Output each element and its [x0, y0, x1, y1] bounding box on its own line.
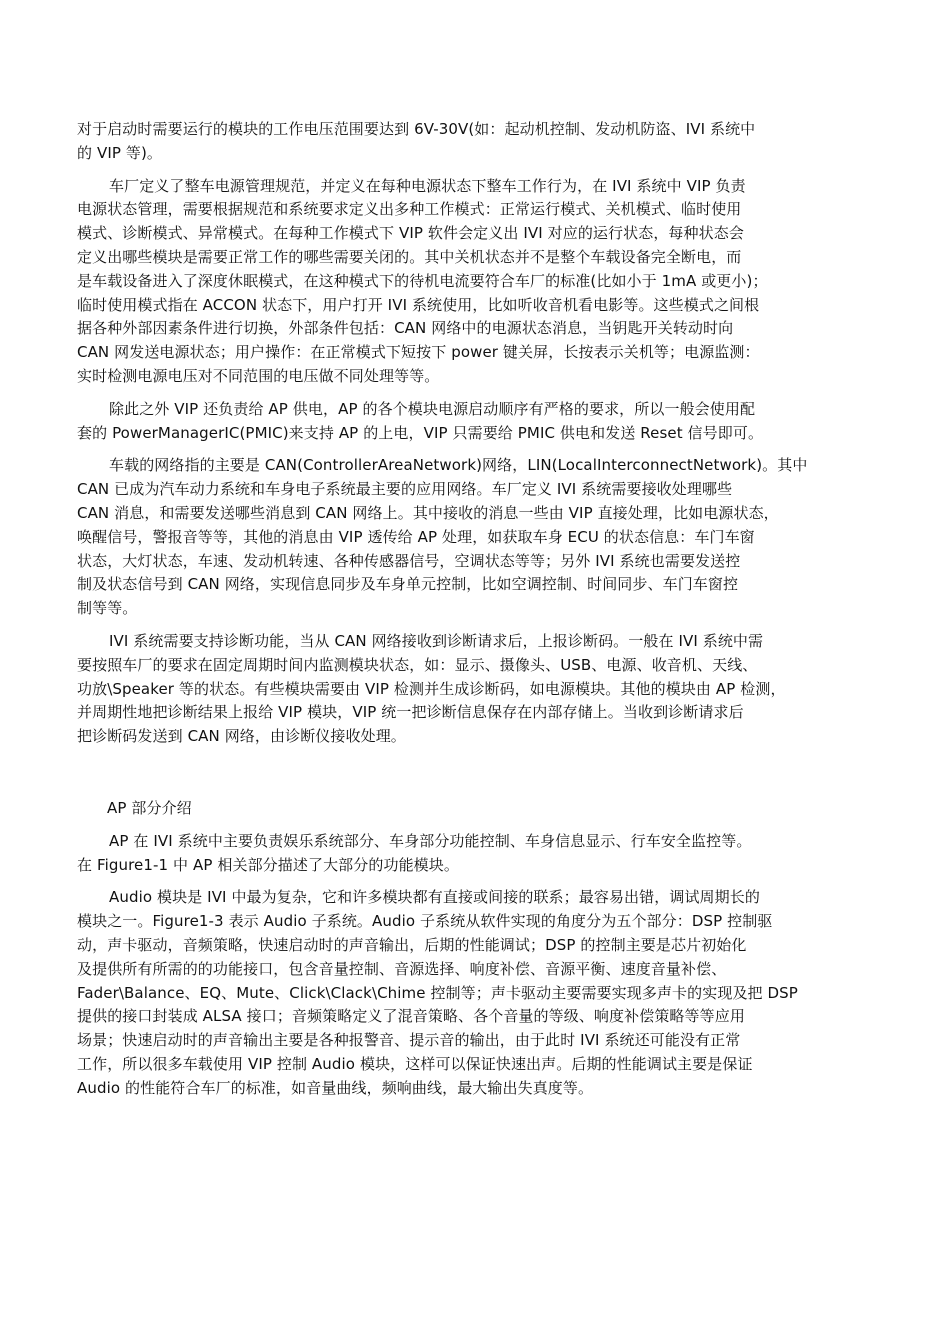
text-line: 模块之一。Figure1-3 表示 Audio 子系统。Audio 子系统从软件实现的角度分为五个部分：DSP 控制驱 — [77, 912, 773, 931]
paragraph — [77, 830, 877, 878]
paragraph — [77, 118, 877, 166]
text-line: Fader\Balance、EQ、Mute、Click\Clack\Chime 控制等；声卡驱动主要需要实现多声卡的实现及把 DSP — [77, 983, 798, 1002]
text-line: 要按照车厂的要求在固定周期时间内监测模块状态，如：显示、摄像头、USB、电源、收音机、天线、 — [77, 655, 758, 674]
text-line: 套的 PowerManagerIC(PMIC)来支持 AP 的上电，VIP 只需要给 PMIC 供电和发送 Reset 信号即可。 — [77, 423, 764, 442]
text-line: CAN 网发送电源状态；用户操作：在正常模式下短按下 power 键关屏，长按表示关机等；电源监测： — [77, 343, 760, 362]
text-line: 并周期性地把诊断结果上报给 VIP 模块，VIP 统一把诊断信息保存在内部存储上。当收到诊断请求后 — [77, 703, 744, 722]
paragraph — [77, 454, 877, 621]
text-line: 功放\Speaker 等的状态。有些模块需要由 VIP 检测并生成诊断码，如电源模块。其他的模块由 AP 检测， — [77, 679, 786, 698]
text-line: 车厂定义了整车电源管理规范，并定义在每种电源状态下整车工作行为，在 IVI 系统中 VIP 负责 — [109, 176, 746, 195]
text-line: 制等等。 — [77, 599, 138, 618]
paragraph — [77, 175, 877, 389]
text-line: 场景；快速启动时的声音输出主要是各种报警音、提示音的输出，由于此时 IVI 系统还可能没有正常 — [77, 1031, 741, 1050]
text-line: 模式、诊断模式、异常模式。在每种工作模式下 VIP 软件会定义出 IVI 对应的运行状态，每种状态会 — [77, 224, 744, 243]
text-line: CAN 消息，和需要发送哪些消息到 CAN 网络上。其中接收的消息一些由 VIP 直接处理，比如电源状态， — [77, 503, 779, 522]
text-line: AP 在 IVI 系统中主要负责娱乐系统部分、车身部分功能控制、车身信息显示、行车安全监控等。 — [109, 831, 752, 850]
text-line: CAN 已成为汽车动力系统和车身电子系统最主要的应用网络。车厂定义 IVI 系统需要接收处理哪些 — [77, 480, 733, 499]
text-line: 在 Figure1-1 中 AP 相关部分描述了大部分的功能模块。 — [77, 855, 459, 874]
text-line: 定义出哪些模块是需要正常工作的哪些需要关闭的。其中关机状态并不是整个车载设备完全断电，而 — [77, 247, 742, 266]
text-line: 动，声卡驱动，音频策略，快速启动时的声音输出，后期的性能调试；DSP 的控制主要是芯片初始化 — [77, 935, 747, 954]
text-line: 工作，所以很多车载使用 VIP 控制 Audio 模块，这样可以保证快速出声。后期的性能调试主要是保证 — [77, 1054, 753, 1073]
text-line: 实时检测电源电压对不同范围的电压做不同处理等等。 — [77, 366, 440, 385]
text-line: 唤醒信号，警报音等等，其他的消息由 VIP 透传给 AP 处理，如获取车身 ECU 的状态信息：车门车窗 — [77, 527, 755, 546]
section-heading — [77, 797, 877, 821]
text-line: 制及状态信号到 CAN 网络，实现信息同步及车身单元控制，比如空调控制、时间同步、车门车窗控 — [77, 575, 739, 594]
text-line: 据各种外部因素条件进行切换，外部条件包括：CAN 网络中的电源状态消息，当钥匙开关转动时向 — [77, 319, 734, 338]
paragraph — [77, 630, 877, 749]
text-line: 的 VIP 等)。 — [77, 143, 163, 162]
text-line: 车载的网络指的主要是 CAN(ControllerAreaNetwork)网络，LIN(LocalInterconnectNetwork)。其中 — [109, 456, 808, 475]
paragraph — [77, 886, 877, 1100]
text-line: Audio 的性能符合车厂的标准，如音量曲线，频响曲线，最大输出失真度等。 — [77, 1078, 594, 1097]
text-line: 除此之外 VIP 还负责给 AP 供电，AP 的各个模块电源启动顺序有严格的要求，所以一般会使用配 — [109, 399, 756, 418]
text-line: IVI 系统需要支持诊断功能，当从 CAN 网络接收到诊断请求后，上报诊断码。一般在 IVI 系统中需 — [109, 631, 764, 650]
text-line: 及提供所有所需的的功能接口，包含音量控制、音源选择、响度补偿、音源平衡、速度音量补偿、 — [77, 959, 727, 978]
text-line: 状态，大灯状态，车速、发动机转速、各种传感器信号，空调状态等等；另外 IVI 系统也需要发送控 — [77, 551, 741, 570]
paragraph — [77, 398, 877, 446]
text-line: 电源状态管理，需要根据规范和系统要求定义出多种工作模式：正常运行模式、关机模式、临时使用 — [77, 200, 742, 219]
text-line: 临时使用模式指在 ACCON 状态下，用户打开 IVI 系统使用，比如听收音机看电影等。这些模式之间根 — [77, 295, 760, 314]
text-line: 对于启动时需要运行的模块的工作电压范围要达到 6V-30V(如：起动机控制、发动机防盗、IVI 系统中 — [77, 120, 756, 138]
text-line: Audio 模块是 IVI 中最为复杂，它和许多模块都有直接或间接的联系；最容易出错，调试周期长的 — [109, 888, 760, 907]
document-body — [77, 118, 877, 1100]
text-line: 提供的接口封装成 ALSA 接口；音频策略定义了混音策略、各个音量的等级、响度补偿策略等等应用 — [77, 1007, 745, 1026]
section-heading-text: AP 部分介绍 — [107, 798, 192, 817]
text-line: 是车载设备进入了深度休眠模式，在这种模式下的待机电流要符合车厂的标准(比如小于 1mA 或更小)； — [77, 271, 768, 290]
text-line: 把诊断码发送到 CAN 网络，由诊断仪接收处理。 — [77, 727, 406, 746]
